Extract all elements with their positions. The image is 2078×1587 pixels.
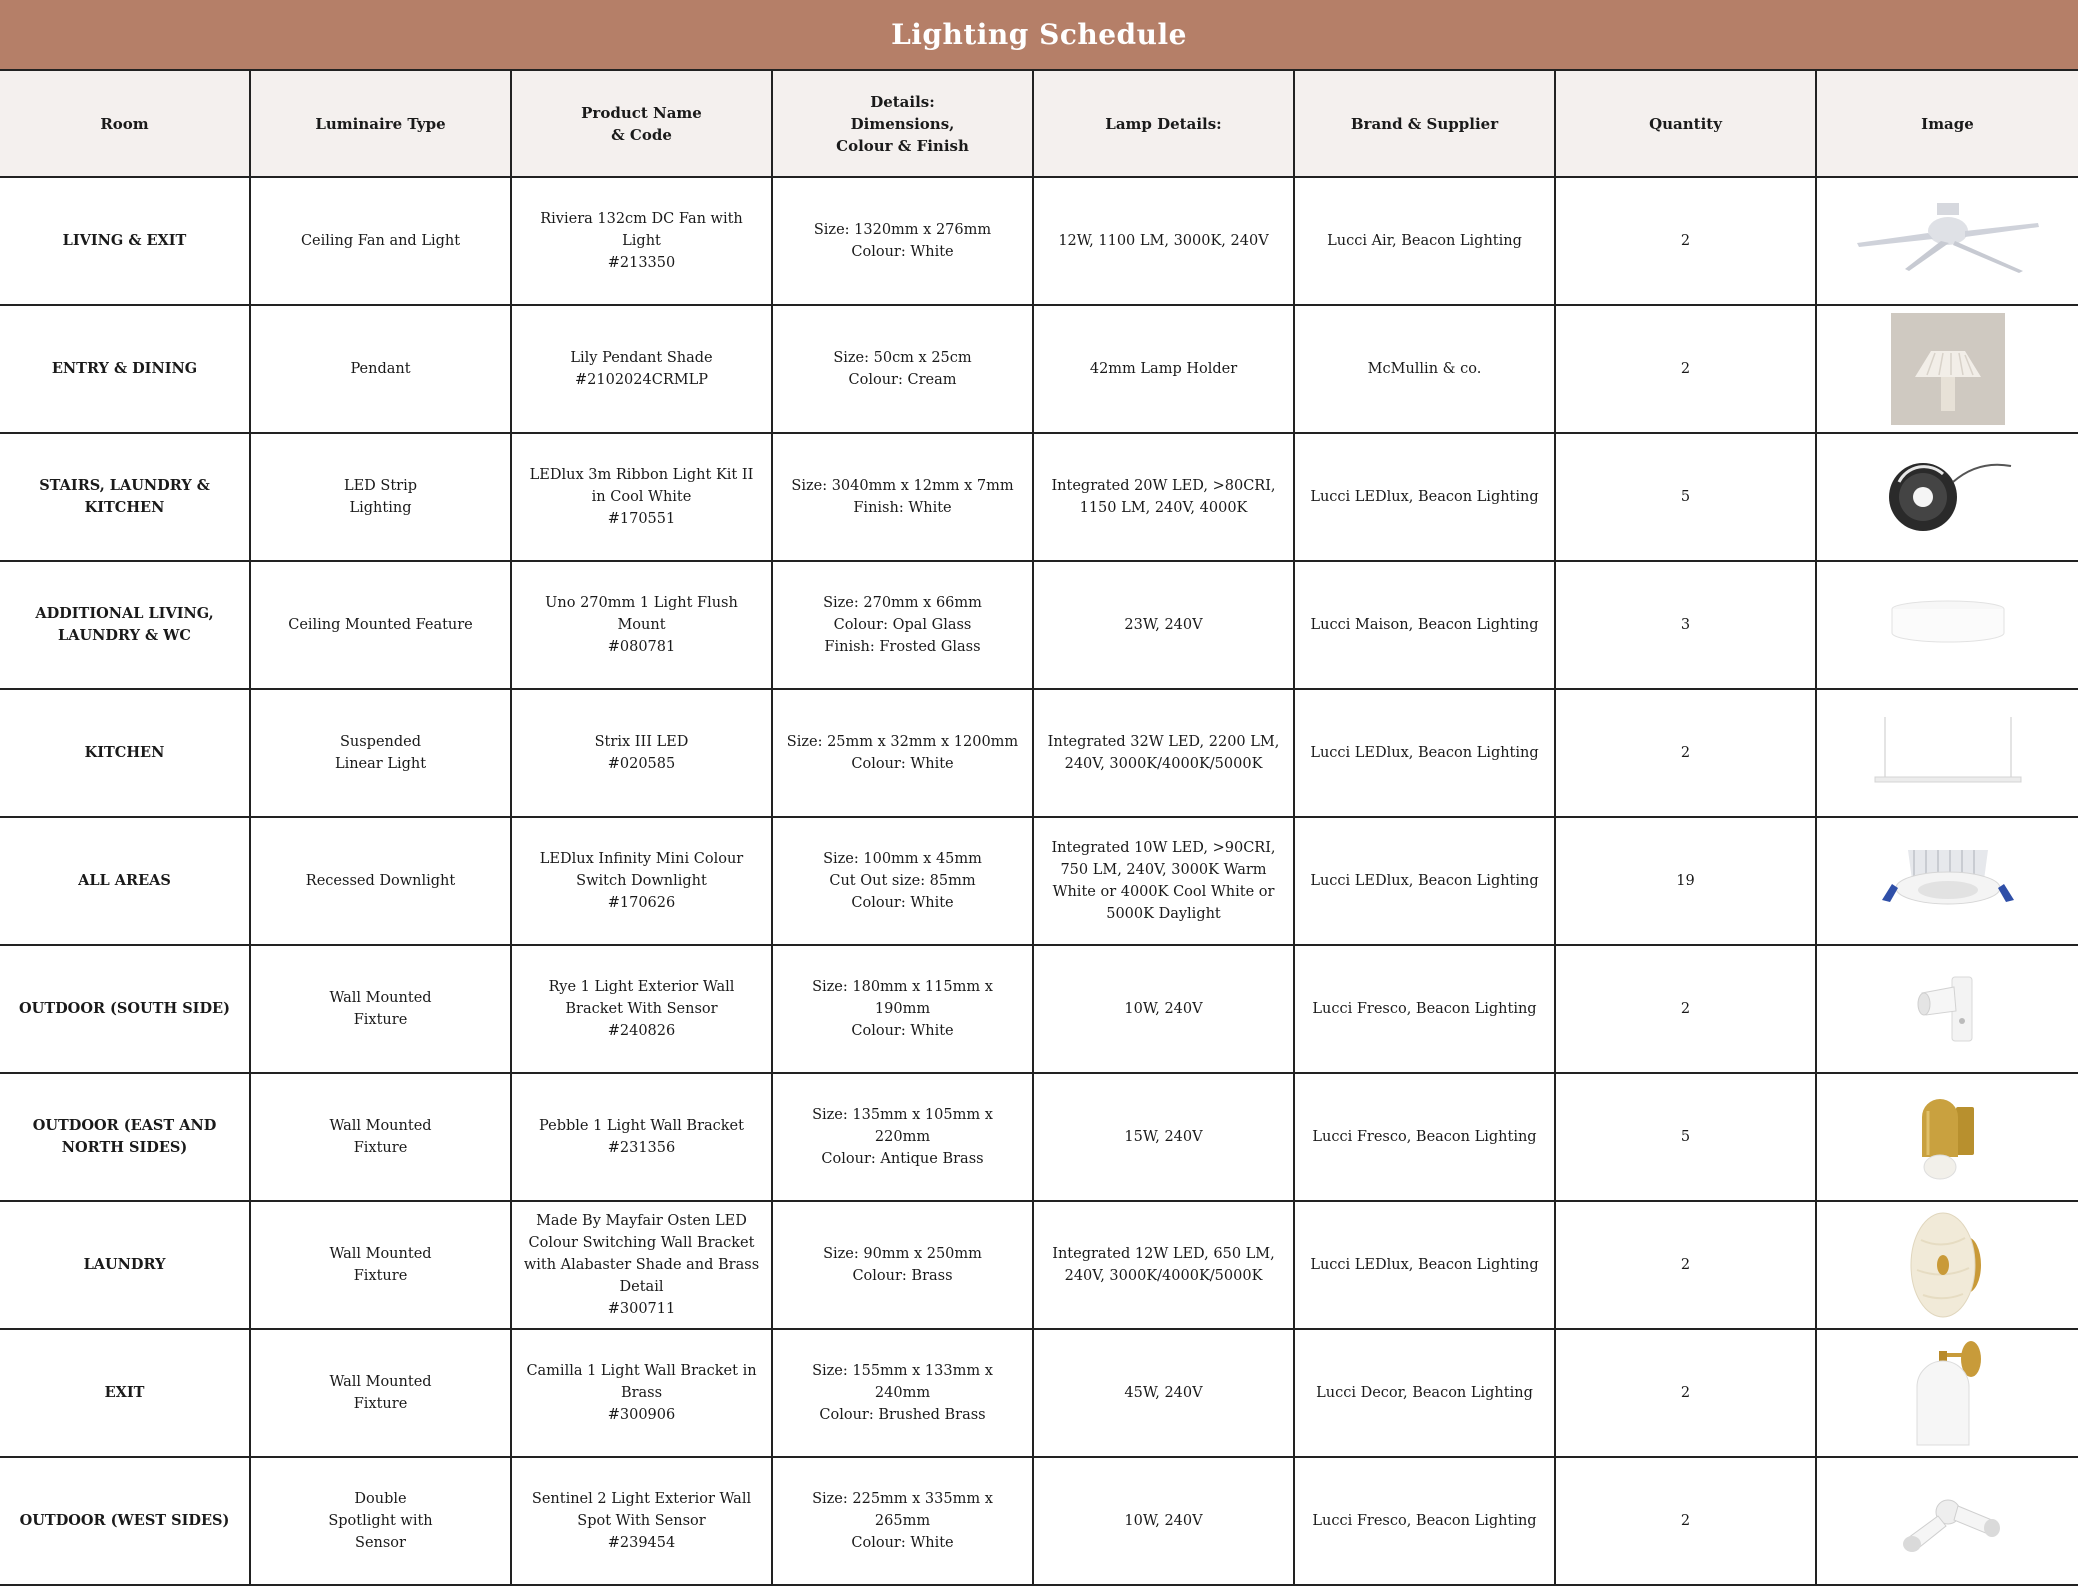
image-cell	[1816, 1329, 2078, 1457]
alabaster-disc-image	[1903, 1210, 1993, 1320]
header-details: Details: Dimensions, Colour & Finish	[772, 70, 1033, 177]
product-cell: Strix III LED #020585	[511, 689, 772, 817]
lamp-cell: 10W, 240V	[1033, 1457, 1294, 1585]
image-cell	[1816, 945, 2078, 1073]
table-row	[0, 945, 2078, 1073]
lamp-cell: 45W, 240V	[1033, 1329, 1294, 1457]
brand-cell: McMullin & co.	[1294, 305, 1555, 433]
details-cell: Size: 225mm x 335mm x 265mm Colour: White	[772, 1457, 1033, 1585]
double-spot-image	[1888, 1476, 2008, 1566]
product-cell: Camilla 1 Light Wall Bracket in Brass #300906	[511, 1329, 772, 1457]
luminaire-type-cell: Wall Mounted Fixture	[250, 1329, 511, 1457]
luminaire-type-cell: Wall Mounted Fixture	[250, 945, 511, 1073]
details-cell: Size: 100mm x 45mm Cut Out size: 85mm Colour: White	[772, 817, 1033, 945]
lamp-cell: 15W, 240V	[1033, 1073, 1294, 1201]
room-cell: ENTRY & DINING	[0, 305, 250, 433]
lamp-cell: 23W, 240V	[1033, 561, 1294, 689]
luminaire-type-cell: Double Spotlight with Sensor	[250, 1457, 511, 1585]
flush-mount-image	[1883, 595, 2013, 655]
quantity-cell: 19	[1555, 817, 1816, 945]
header-luminaire-type: Luminaire Type	[250, 70, 511, 177]
page-title: Lighting Schedule	[891, 18, 1187, 51]
header-product: Product Name & Code	[511, 70, 772, 177]
lamp-cell: 10W, 240V	[1033, 945, 1294, 1073]
quantity-cell: 2	[1555, 1201, 1816, 1329]
quantity-cell: 2	[1555, 689, 1816, 817]
room-cell: OUTDOOR (SOUTH SIDE)	[0, 945, 250, 1073]
quantity-cell: 3	[1555, 561, 1816, 689]
details-cell: Size: 135mm x 105mm x 220mm Colour: Antique Brass	[772, 1073, 1033, 1201]
luminaire-type-cell: Recessed Downlight	[250, 817, 511, 945]
room-cell: STAIRS, LAUNDRY & KITCHEN	[0, 433, 250, 561]
lamp-cell: 12W, 1100 LM, 3000K, 240V	[1033, 177, 1294, 305]
brand-cell: Lucci Fresco, Beacon Lighting	[1294, 1457, 1555, 1585]
details-cell: Size: 50cm x 25cm Colour: Cream	[772, 305, 1033, 433]
lamp-cell: 42mm Lamp Holder	[1033, 305, 1294, 433]
details-cell: Size: 180mm x 115mm x 190mm Colour: White	[772, 945, 1033, 1073]
image-cell	[1816, 1201, 2078, 1329]
room-cell: EXIT	[0, 1329, 250, 1457]
table-row	[0, 1457, 2078, 1585]
product-cell: Uno 270mm 1 Light Flush Mount #080781	[511, 561, 772, 689]
led-strip-image	[1883, 452, 2013, 542]
table-row	[0, 1201, 2078, 1329]
room-cell: LAUNDRY	[0, 1201, 250, 1329]
downlight-image	[1878, 836, 2018, 926]
image-cell	[1816, 561, 2078, 689]
quantity-cell: 2	[1555, 305, 1816, 433]
brass-bracket-image	[1908, 1087, 1988, 1187]
room-cell: OUTDOOR (EAST AND NORTH SIDES)	[0, 1073, 250, 1201]
table-row	[0, 1329, 2078, 1457]
product-cell: LEDlux 3m Ribbon Light Kit II in Cool White #170551	[511, 433, 772, 561]
lamp-cell: Integrated 20W LED, >80CRI, 1150 LM, 240V, 4000K	[1033, 433, 1294, 561]
table-row	[0, 177, 2078, 305]
table-row	[0, 561, 2078, 689]
wall-spot-image	[1908, 969, 1988, 1049]
luminaire-type-cell: LED Strip Lighting	[250, 433, 511, 561]
table-row	[0, 689, 2078, 817]
details-cell: Size: 25mm x 32mm x 1200mm Colour: White	[772, 689, 1033, 817]
lamp-cell: Integrated 32W LED, 2200 LM, 240V, 3000K/4000K/5000K	[1033, 689, 1294, 817]
product-cell: Riviera 132cm DC Fan with Light #213350	[511, 177, 772, 305]
header-row	[0, 70, 2078, 177]
image-cell	[1816, 689, 2078, 817]
ceiling-fan-image	[1853, 201, 2043, 281]
header-lamp: Lamp Details:	[1033, 70, 1294, 177]
linear-light-image	[1873, 713, 2023, 793]
brand-cell: Lucci Air, Beacon Lighting	[1294, 177, 1555, 305]
quantity-cell: 2	[1555, 1329, 1816, 1457]
product-cell: Lily Pendant Shade #2102024CRMLP	[511, 305, 772, 433]
details-cell: Size: 1320mm x 276mm Colour: White	[772, 177, 1033, 305]
room-cell: ALL AREAS	[0, 817, 250, 945]
dome-bracket-image	[1903, 1337, 1993, 1449]
image-cell	[1816, 177, 2078, 305]
pendant-shade-image	[1891, 313, 2005, 425]
image-cell	[1816, 1073, 2078, 1201]
luminaire-type-cell: Wall Mounted Fixture	[250, 1073, 511, 1201]
luminaire-type-cell: Wall Mounted Fixture	[250, 1201, 511, 1329]
brand-cell: Lucci Decor, Beacon Lighting	[1294, 1329, 1555, 1457]
room-cell: ADDITIONAL LIVING, LAUNDRY & WC	[0, 561, 250, 689]
room-cell: KITCHEN	[0, 689, 250, 817]
brand-cell: Lucci LEDlux, Beacon Lighting	[1294, 1201, 1555, 1329]
header-image: Image	[1816, 70, 2078, 177]
brand-cell: Lucci Fresco, Beacon Lighting	[1294, 1073, 1555, 1201]
details-cell: Size: 90mm x 250mm Colour: Brass	[772, 1201, 1033, 1329]
room-cell: OUTDOOR (WEST SIDES)	[0, 1457, 250, 1585]
brand-cell: Lucci LEDlux, Beacon Lighting	[1294, 433, 1555, 561]
title-bar	[0, 0, 2078, 69]
lighting-schedule-table	[0, 69, 2078, 1586]
table-row	[0, 1073, 2078, 1201]
quantity-cell: 5	[1555, 1073, 1816, 1201]
luminaire-type-cell: Suspended Linear Light	[250, 689, 511, 817]
table-row	[0, 817, 2078, 945]
header-room: Room	[0, 70, 250, 177]
image-cell	[1816, 1457, 2078, 1585]
quantity-cell: 2	[1555, 177, 1816, 305]
table-row	[0, 433, 2078, 561]
luminaire-type-cell: Ceiling Fan and Light	[250, 177, 511, 305]
image-cell	[1816, 305, 2078, 433]
details-cell: Size: 155mm x 133mm x 240mm Colour: Brushed Brass	[772, 1329, 1033, 1457]
brand-cell: Lucci LEDlux, Beacon Lighting	[1294, 689, 1555, 817]
product-cell: LEDlux Infinity Mini Colour Switch Downlight #170626	[511, 817, 772, 945]
details-cell: Size: 3040mm x 12mm x 7mm Finish: White	[772, 433, 1033, 561]
header-quantity: Quantity	[1555, 70, 1816, 177]
product-cell: Sentinel 2 Light Exterior Wall Spot With Sensor #239454	[511, 1457, 772, 1585]
room-cell: LIVING & EXIT	[0, 177, 250, 305]
product-cell: Rye 1 Light Exterior Wall Bracket With Sensor #240826	[511, 945, 772, 1073]
product-cell: Made By Mayfair Osten LED Colour Switching Wall Bracket with Alabaster Shade and Brass Detail #300711	[511, 1201, 772, 1329]
header-brand: Brand & Supplier	[1294, 70, 1555, 177]
product-cell: Pebble 1 Light Wall Bracket #231356	[511, 1073, 772, 1201]
luminaire-type-cell: Ceiling Mounted Feature	[250, 561, 511, 689]
brand-cell: Lucci Maison, Beacon Lighting	[1294, 561, 1555, 689]
brand-cell: Lucci Fresco, Beacon Lighting	[1294, 945, 1555, 1073]
brand-cell: Lucci LEDlux, Beacon Lighting	[1294, 817, 1555, 945]
details-cell: Size: 270mm x 66mm Colour: Opal Glass Finish: Frosted Glass	[772, 561, 1033, 689]
luminaire-type-cell: Pendant	[250, 305, 511, 433]
quantity-cell: 2	[1555, 1457, 1816, 1585]
lamp-cell: Integrated 10W LED, >90CRI, 750 LM, 240V, 3000K Warm White or 4000K Cool White or 5000K Daylight	[1033, 817, 1294, 945]
quantity-cell: 5	[1555, 433, 1816, 561]
image-cell	[1816, 817, 2078, 945]
quantity-cell: 2	[1555, 945, 1816, 1073]
image-cell	[1816, 433, 2078, 561]
table-row	[0, 305, 2078, 433]
lamp-cell: Integrated 12W LED, 650 LM, 240V, 3000K/4000K/5000K	[1033, 1201, 1294, 1329]
